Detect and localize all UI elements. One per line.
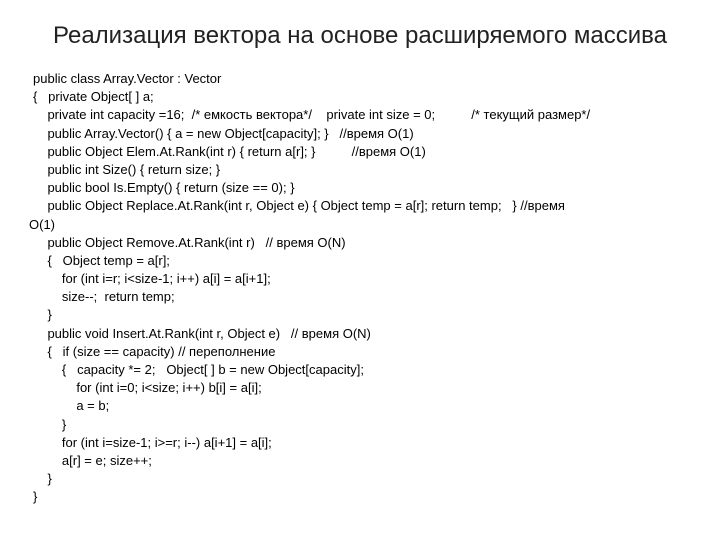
code-line: public class Array.Vector : Vector [33,71,222,86]
code-line: a[r] = e; size++; [33,452,152,468]
code-line: } [33,471,52,487]
code-line: { if (size == capacity) // переполнение [33,343,276,359]
code-line: } [33,416,67,432]
code-line: } [33,489,38,505]
code-line: private int capacity =16; /* емкость вектора*/ private int size = 0; /* текущий размер*/ [33,107,591,123]
code-line: for (int i=r; i<size-1; i++) a[i] = a[i+1]; [33,271,271,287]
code-line: public Object Elem.At.Rank(int r) { return a[r]; } //время O(1) [33,143,426,159]
code-line: { capacity *= 2; Object[ ] b = new Object[capacity]; [33,362,364,377]
code-line: O(1) [29,216,55,232]
code-line: { private Object[ ] a; [33,89,154,105]
code-line: for (int i=size-1; i>=r; i--) a[i+1] = a[i]; [33,434,272,450]
code-line: public bool Is.Empty() { return (size == 0); } [33,180,295,196]
code-line: public int Size() { return size; } [33,161,221,177]
code-block [29,70,713,507]
code-line: a = b; [33,398,110,414]
code-line: public Array.Vector() { a = new Object[capacity]; } //время O(1) [33,125,414,141]
code-line: public Object Replace.At.Rank(int r, Object e) { Object temp = a[r]; return temp; } //время [33,198,565,214]
code-line: for (int i=0; i<size; i++) b[i] = a[i]; [33,380,262,396]
code-line: public Object Remove.At.Rank(int r) // время O(N) [33,234,346,250]
slide-title: Реализация вектора на основе расширяемого массива [53,22,667,49]
code-line: { Object temp = a[r]; [33,252,170,268]
code-line: public void Insert.At.Rank(int r, Object e) // время O(N) [33,325,371,341]
code-line: size--; return temp; [33,289,175,305]
code-line: } [33,307,52,323]
